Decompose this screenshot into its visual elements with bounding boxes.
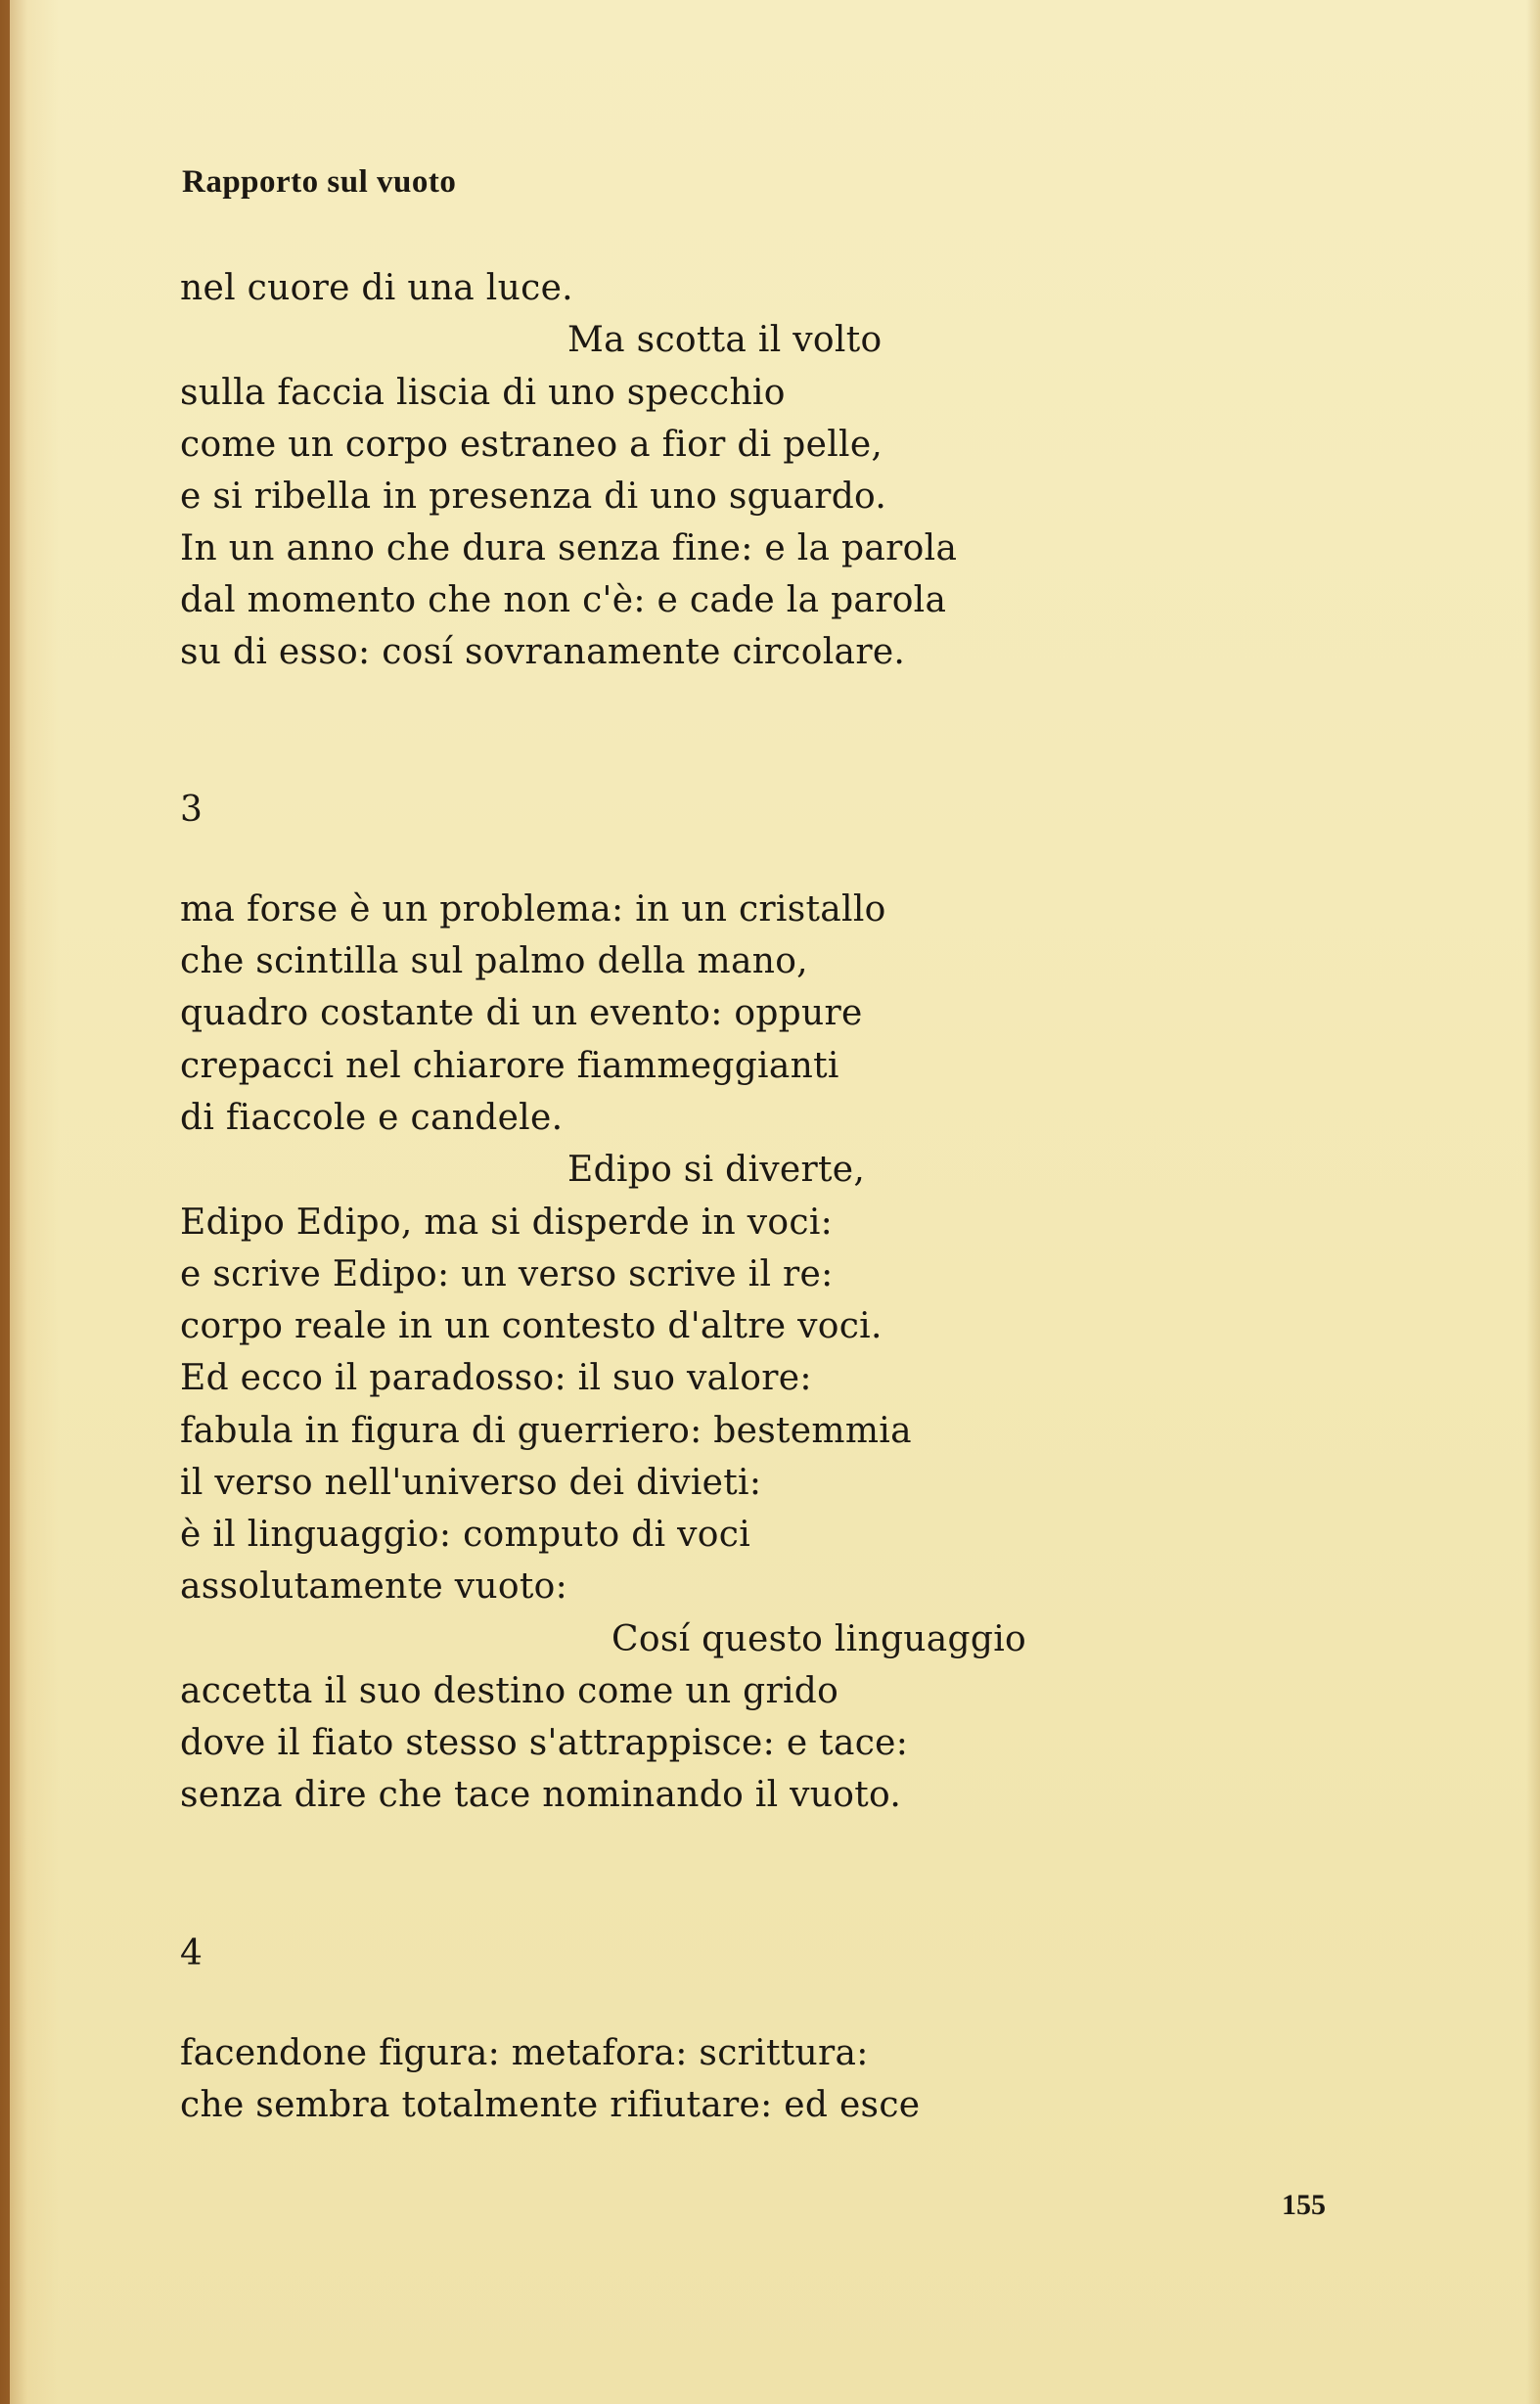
poem-line: dal momento che non c'è: e cade la parola	[180, 580, 947, 620]
section-number: 3	[180, 790, 203, 830]
poem-line: Cosí questo linguaggio	[611, 1619, 1027, 1659]
running-title: Rapporto sul vuoto	[182, 164, 457, 200]
poem-line: che sembra totalmente rifiutare: ed esce	[180, 2085, 921, 2125]
poem-line: quadro costante di un evento: oppure	[180, 993, 863, 1033]
poem-line: accetta il suo destino come un grido	[180, 1671, 839, 1711]
poem-line: sulla faccia liscia di uno specchio	[180, 373, 786, 413]
page-binding-edge	[0, 0, 10, 2404]
poem-line: che scintilla sul palmo della mano,	[180, 941, 808, 981]
poem-line: fabula in figura di guerriero: bestemmia	[180, 1411, 912, 1451]
poem-line: ma forse è un problema: in un cristallo	[180, 889, 886, 930]
poem-line: dove il fiato stesso s'attrappisce: e tace:	[180, 1723, 909, 1763]
poem-line: senza dire che tace nominando il vuoto.	[180, 1775, 902, 1815]
poem-line: Ma scotta il volto	[567, 320, 883, 360]
poem-line: Edipo Edipo, ma si disperde in voci:	[180, 1202, 834, 1243]
poem-line: il verso nell'universo dei divieti:	[180, 1463, 762, 1503]
poem-line: di fiaccole e candele.	[180, 1098, 564, 1138]
poem-line: e scrive Edipo: un verso scrive il re:	[180, 1254, 834, 1294]
poem-line: corpo reale in un contesto d'altre voci.	[180, 1306, 883, 1346]
poem-line: come un corpo estraneo a fior di pelle,	[180, 425, 883, 465]
poem-line: nel cuore di una luce.	[180, 268, 573, 308]
poem-line: è il linguaggio: computo di voci	[180, 1515, 751, 1555]
poem-line: crepacci nel chiarore fiammeggianti	[180, 1046, 839, 1086]
poem-line: facendone figura: metafora: scrittura:	[180, 2033, 869, 2073]
poem-line: Ed ecco il paradosso: il suo valore:	[180, 1358, 812, 1398]
poem-line: assolutamente vuoto:	[180, 1566, 568, 1607]
section-number: 4	[180, 1933, 203, 1973]
page-number: 155	[1282, 2189, 1326, 2221]
poem-line: In un anno che dura senza fine: e la parola	[180, 528, 958, 568]
poem-line: Edipo si diverte,	[567, 1150, 866, 1190]
poem-line: su di esso: cosí sovranamente circolare.	[180, 632, 906, 672]
poem-line: e si ribella in presenza di uno sguardo.	[180, 476, 887, 517]
